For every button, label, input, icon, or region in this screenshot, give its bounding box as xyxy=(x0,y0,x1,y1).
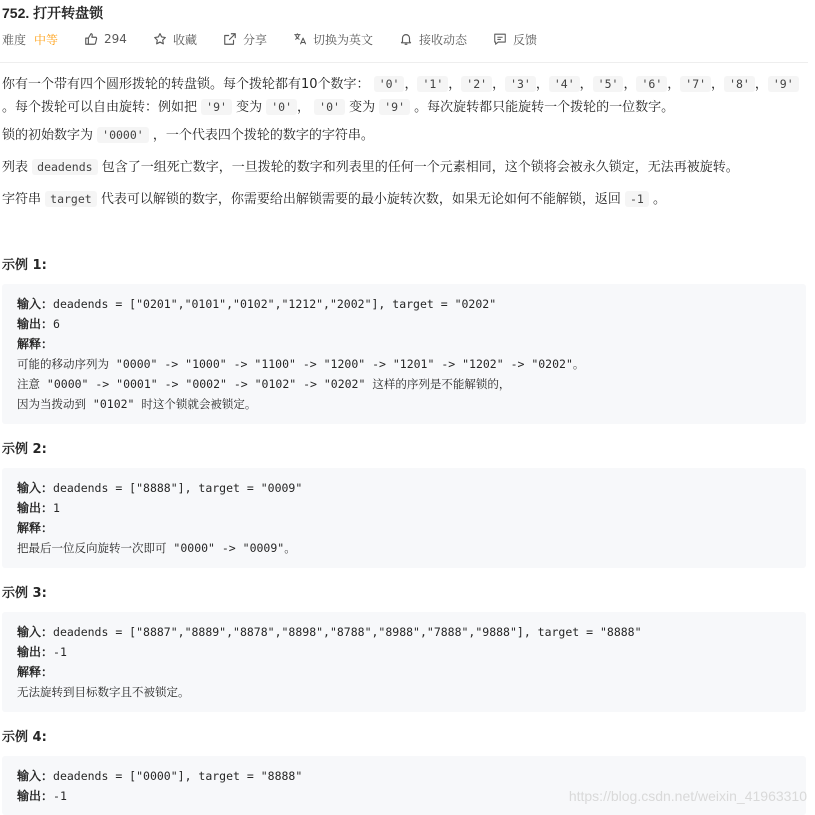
input-label: 输入： xyxy=(17,625,54,639)
description-text: 包含了一组死亡数字，一旦拨轮的数字和列表里的任何一个元素相同，这个锁将会被永久锁定，无法再被旋转。 xyxy=(101,160,739,175)
example-explain-text: 无法旋转到目标数字且不被锁定。 xyxy=(17,685,190,699)
input-label: 输入： xyxy=(17,769,54,783)
separator: ， xyxy=(535,77,549,92)
thumbs-up-icon xyxy=(84,32,98,46)
example-heading: 示例 4: xyxy=(2,730,47,745)
share-button[interactable] xyxy=(223,31,267,48)
inline-code: target xyxy=(45,191,97,207)
inline-code: '1' xyxy=(417,76,448,92)
star-icon xyxy=(153,32,167,46)
separator: ， xyxy=(711,77,725,92)
separator: ， xyxy=(579,77,593,92)
inline-code: -1 xyxy=(625,191,649,207)
description-text: 你有一个带有四个圆形拨轮的转盘锁。每个拨轮都有10个数字： xyxy=(2,77,370,92)
inline-code: '7' xyxy=(680,76,711,92)
example-input-line xyxy=(17,622,791,642)
explain-label: 解释： xyxy=(17,521,54,535)
example-explain-line xyxy=(17,662,791,682)
description-text: ，一个代表四个拨轮的数字的字符串。 xyxy=(152,128,374,143)
example-explain-line xyxy=(17,334,791,354)
watermark: https://blog.csdn.net/weixin_41963310 xyxy=(568,788,807,804)
switch-language-label: 切换为英文 xyxy=(312,32,373,47)
example-code-block xyxy=(2,284,806,424)
difficulty-badge: 中等 xyxy=(34,32,59,47)
bell-icon xyxy=(399,32,413,46)
inline-code: '4' xyxy=(549,76,580,92)
separator: ， xyxy=(297,100,311,115)
example-input: deadends = ["8888"], target = "0009" xyxy=(53,481,303,495)
example-input-line xyxy=(17,294,791,314)
example-heading: 示例 3: xyxy=(2,586,47,601)
example-input: deadends = ["8887","8889","8878","8898","8788","8988","7888","9888"], target = "8888" xyxy=(53,625,642,639)
example-heading: 示例 1: xyxy=(2,258,47,273)
inline-code: '0000' xyxy=(97,127,149,143)
description-text: 。每次旋转都只能旋转一个拨轮的一位数字。 xyxy=(414,100,675,115)
inline-code: '2' xyxy=(461,76,492,92)
inline-code: '6' xyxy=(636,76,667,92)
example-explain-line xyxy=(17,518,791,538)
example-input: deadends = ["0000"], target = "8888" xyxy=(53,769,303,783)
example-output-line xyxy=(17,642,791,662)
description-text: 。每个拨轮可以自由旋转：例如把 xyxy=(2,100,198,115)
example-explain-text: 注意 "0000" -> "0001" -> "0002" -> "0102" -> "0202" 这样的序列是不能解锁的， xyxy=(17,377,511,391)
inline-code: '3' xyxy=(505,76,536,92)
description-text: 代表可以解锁的数字，你需要给出解锁需要的最小旋转次数，如果无论如何不能解锁，返回 xyxy=(100,192,621,207)
separator: ， xyxy=(754,77,768,92)
example-output-line xyxy=(17,314,791,334)
description-text: 锁的初始数字为 xyxy=(2,128,94,143)
feedback-label: 反馈 xyxy=(513,32,538,47)
example-explain-text: 把最后一位反向旋转一次即可 "0000" -> "0009"。 xyxy=(17,541,296,555)
description-text: 变为 xyxy=(236,100,263,115)
feedback-icon xyxy=(493,32,507,46)
share-label: 分享 xyxy=(242,32,267,47)
explain-label: 解释： xyxy=(17,337,54,351)
like-button[interactable] xyxy=(84,32,127,46)
switch-language-button[interactable] xyxy=(293,31,373,48)
inline-code: '9' xyxy=(768,76,799,92)
example-output: 1 xyxy=(53,501,60,515)
description-text: 变为 xyxy=(349,100,376,115)
inline-code: deadends xyxy=(32,159,97,175)
output-label: 输出： xyxy=(17,789,54,803)
explain-label: 解释： xyxy=(17,665,54,679)
output-label: 输出： xyxy=(17,317,54,331)
example-input-line xyxy=(17,478,791,498)
example-output: -1 xyxy=(53,789,67,803)
description-text: 列表 xyxy=(2,160,29,175)
example-code-block xyxy=(2,612,806,712)
inline-code: '0' xyxy=(314,99,345,115)
example-explain-text: 可能的移动序列为 "0000" -> "1000" -> "1100" -> "1200" -> "1201" -> "1202" -> "0202"。 xyxy=(17,357,585,371)
inline-code: '9' xyxy=(201,99,232,115)
example-heading: 示例 2: xyxy=(2,442,47,457)
description-text: 。 xyxy=(653,192,667,207)
example-code-block xyxy=(2,468,806,568)
example-output: 6 xyxy=(53,317,60,331)
problem-toolbar xyxy=(2,29,563,49)
favorite-button[interactable] xyxy=(153,31,197,48)
example-code-block xyxy=(2,756,806,815)
follow-button[interactable] xyxy=(399,31,467,48)
output-label: 输出： xyxy=(17,645,54,659)
description-paragraph-2 xyxy=(2,124,810,147)
difficulty-label: 难度 xyxy=(2,32,27,47)
input-label: 输入： xyxy=(17,297,54,311)
separator: ， xyxy=(667,77,681,92)
inline-code: '8' xyxy=(724,76,755,92)
input-label: 输入： xyxy=(17,481,54,495)
description-text: 字符串 xyxy=(2,192,42,207)
inline-code: '0' xyxy=(266,99,297,115)
description-paragraph-4 xyxy=(2,188,810,211)
problem-title: 752. 打开转盘锁 xyxy=(2,5,104,21)
follow-label: 接收动态 xyxy=(418,32,467,47)
header-divider xyxy=(0,62,808,63)
description-paragraph-1 xyxy=(2,73,810,119)
example-explain-text: 因为当拨动到 "0102" 时这个锁就会被锁定。 xyxy=(17,397,257,411)
share-icon xyxy=(223,32,237,46)
inline-code: '5' xyxy=(593,76,624,92)
like-count: 294 xyxy=(104,32,127,46)
feedback-button[interactable] xyxy=(493,31,537,48)
separator: ， xyxy=(404,77,418,92)
output-label: 输出： xyxy=(17,501,54,515)
translate-icon xyxy=(293,32,307,46)
favorite-label: 收藏 xyxy=(172,32,197,47)
example-output-line xyxy=(17,498,791,518)
separator: ， xyxy=(448,77,462,92)
inline-code: '0' xyxy=(374,76,405,92)
example-input: deadends = ["0201","0101","0102","1212","2002"], target = "0202" xyxy=(53,297,497,311)
separator: ， xyxy=(492,77,506,92)
example-input-line xyxy=(17,766,791,786)
example-output: -1 xyxy=(53,645,67,659)
description-paragraph-3 xyxy=(2,156,810,179)
inline-code: '9' xyxy=(379,99,410,115)
separator: ， xyxy=(623,77,637,92)
